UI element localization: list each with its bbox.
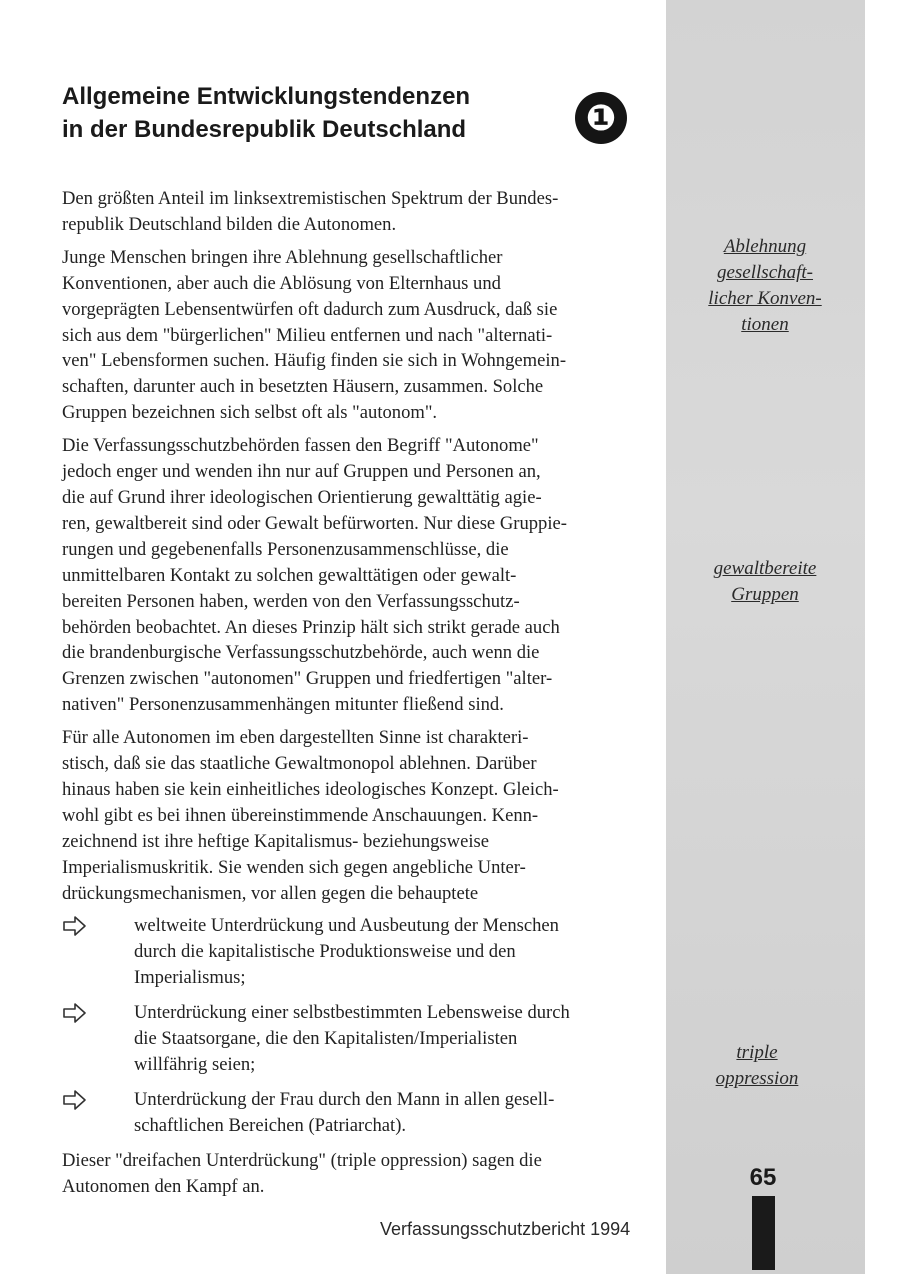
closing-paragraph xyxy=(62,1148,652,1200)
body-text xyxy=(62,186,652,1207)
text-line: vorgeprägten Lebensentwürfen oft dadurch zum Ausdruck, daß sie xyxy=(62,298,558,320)
marginal-line: oppression xyxy=(715,1068,799,1089)
text-line: sich aus dem "bürgerlichen" Milieu entfernen und nach "alternati- xyxy=(62,324,553,346)
marginal-line: gewaltbereite xyxy=(713,558,817,579)
marginal-note xyxy=(670,234,860,338)
text-line: Konventionen, aber auch die Ablösung von Elternhaus und xyxy=(62,272,501,294)
text-line: bereiten Personen haben, werden von den Verfassungsschutz- xyxy=(62,590,520,612)
marginal-note xyxy=(642,1040,872,1092)
text-line: hinaus haben sie kein einheitliches ideologisches Konzept. Gleich- xyxy=(62,778,559,800)
right-arrow-outline-icon xyxy=(62,913,88,939)
text-line: nativen" Personenzusammenhängen mitunter fließend sind. xyxy=(62,694,504,716)
paragraph-4 xyxy=(62,725,652,906)
text-line: willfährig seien; xyxy=(134,1054,256,1075)
marginal-line: Gruppen xyxy=(731,584,799,605)
text-line: Imperialismuskritik. Sie wenden sich gegen angebliche Unter- xyxy=(62,856,526,878)
text-line: schaften, darunter auch in besetzten Häusern, zusammen. Solche xyxy=(62,376,544,398)
marginal-line: triple xyxy=(736,1042,778,1063)
text-line: jedoch enger und wenden ihn nur auf Gruppen und Personen an, xyxy=(62,461,541,483)
list-item xyxy=(62,1000,652,1078)
marginal-note xyxy=(650,556,880,608)
right-arrow-outline-icon xyxy=(62,1000,88,1026)
text-line: Die Verfassungsschutzbehörden fassen den Begriff "Autonome" xyxy=(62,435,539,457)
text-line: rungen und gegebenenfalls Personenzusammenschlüsse, die xyxy=(62,538,509,560)
paragraph-1 xyxy=(62,186,652,238)
page-title xyxy=(62,80,562,146)
text-line: Junge Menschen bringen ihre Ablehnung gesellschaftlicher xyxy=(62,246,503,268)
bullet-list xyxy=(62,913,652,1138)
text-line: republik Deutschland bilden die Autonomen. xyxy=(62,213,397,235)
text-line: Unterdrückung einer selbstbestimmten Lebensweise durch xyxy=(134,1002,570,1024)
marginal-line: licher Konven- xyxy=(708,288,822,309)
list-item xyxy=(62,1087,652,1139)
title-line: in der Bundesrepublik Deutschland xyxy=(62,116,467,143)
list-item xyxy=(62,913,652,991)
text-line: die brandenburgische Verfassungsschutzbehörde, auch wenn die xyxy=(62,642,540,664)
marginal-line: tionen xyxy=(741,314,789,335)
text-line: durch die kapitalistische Produktionsweise und den xyxy=(134,941,516,963)
page-number: 65 xyxy=(749,1164,777,1191)
text-line: wohl gibt es bei ihnen übereinstimmende Anschauungen. Kenn- xyxy=(62,804,539,826)
text-line: stisch, daß sie das staatliche Gewaltmonopol ablehnen. Darüber xyxy=(62,753,537,775)
footer-source: Verfassungsschutzbericht 1994 xyxy=(380,1219,631,1239)
text-line: die auf Grund ihrer ideologischen Orientierung gewalttätig agie- xyxy=(62,486,542,508)
paragraph-3 xyxy=(62,433,652,718)
text-line: behörden beobachtet. An dieses Prinzip hält sich strikt gerade auch xyxy=(62,616,560,638)
section-number-badge: ❶ xyxy=(575,92,627,144)
text-line: Autonomen den Kampf an. xyxy=(62,1175,265,1197)
text-line: Gruppen bezeichnen sich selbst oft als "autonom". xyxy=(62,402,438,424)
text-line: unmittelbaren Kontakt zu solchen gewalttätigen oder gewalt- xyxy=(62,564,517,586)
text-line: drückungsmechanismen, vor allen gegen die behauptete xyxy=(62,882,479,904)
right-arrow-outline-icon xyxy=(62,1087,88,1113)
text-line: Den größten Anteil im linksextremistischen Spektrum der Bundes- xyxy=(62,188,559,209)
paragraph-2 xyxy=(62,245,652,426)
page-marker-bar xyxy=(752,1196,775,1270)
text-line: zeichnend ist ihre heftige Kapitalismus- beziehungsweise xyxy=(62,830,490,852)
text-line: ren, gewaltbereit sind oder Gewalt befürworten. Nur diese Gruppie- xyxy=(62,512,567,534)
text-line: schaftlichen Bereichen (Patriarchat). xyxy=(134,1114,407,1136)
text-line: Imperialismus; xyxy=(134,967,246,989)
text-line: die Staatsorgane, die den Kapitalisten/Imperialisten xyxy=(134,1028,518,1050)
text-line: weltweite Unterdrückung und Ausbeutung der Menschen xyxy=(134,915,559,937)
title-line: Allgemeine Entwicklungstendenzen xyxy=(62,83,471,110)
text-line: ven" Lebensformen suchen. Häufig finden sie sich in Wohngemein- xyxy=(62,350,567,372)
text-line: Grenzen zwischen "autonomen" Gruppen und friedfertigen "alter- xyxy=(62,668,553,690)
text-line: Für alle Autonomen im eben dargestellten Sinne ist charakteri- xyxy=(62,727,529,749)
text-line: Dieser "dreifachen Unterdrückung" (triple oppression) sagen die xyxy=(62,1149,542,1171)
marginal-line: Ablehnung xyxy=(723,236,807,257)
marginal-line: gesellschaft- xyxy=(716,262,814,283)
text-line: Unterdrückung der Frau durch den Mann in allen gesell- xyxy=(134,1088,555,1110)
